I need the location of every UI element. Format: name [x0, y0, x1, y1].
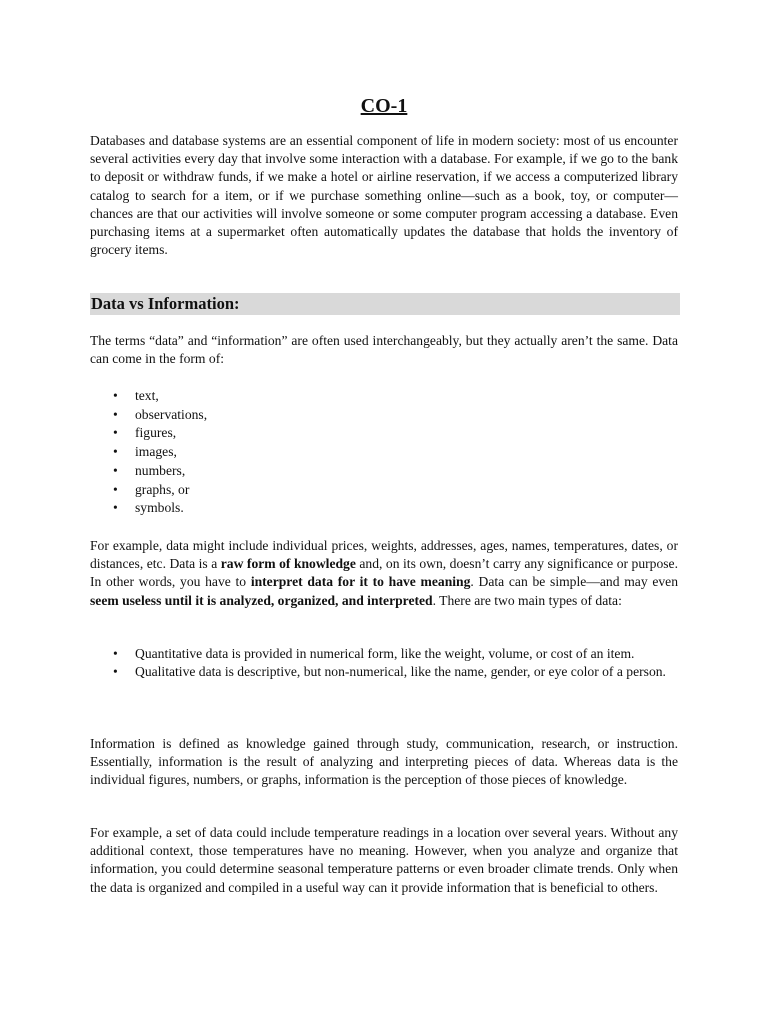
list-item: • text, — [90, 387, 678, 406]
page-title: CO-1 — [360, 95, 408, 117]
list-item: • symbols. — [90, 499, 678, 518]
list-item: • Quantitative data is provided in numerical form, like the weight, volume, or cost of an item. — [90, 645, 678, 663]
example-section — [90, 537, 678, 610]
intro-paragraph: Databases and database systems are an essential component of life in modern society: most of us encounter several activities every day that involve some interaction with a database. For example, if we go to the bank to deposit or withdraw funds, if we make a hotel or airline reservation, if we access a computerized library catalog to search for a item, or if we purchase something online—such as a book, toy, or computer—chances are that our activities will involve someone or some computer program accessing a database. Even purchasing items at a supermarket often automatically updates the database that holds the inventory of grocery items. — [90, 133, 678, 258]
bullet-icon: • — [113, 388, 118, 403]
information-section — [90, 735, 678, 790]
data-forms-intro-section — [90, 332, 678, 368]
example-paragraph: For example, data might include individual prices, weights, addresses, ages, names, temperatures, dates, or distances, etc. Data is a raw form of knowledge and, on its own, doesn’t carry any significance or purpose. In other words, you have to interpret data for it to have meaning. Data can be simple—and may even seem useless until it is analyzed, organized, and interpreted. There are two main types of data: — [90, 538, 678, 608]
intro-section — [90, 132, 678, 259]
list-item: • numbers, — [90, 462, 678, 481]
emphasis-useless: seem useless until it is analyzed, organized, and interpreted — [90, 592, 433, 608]
section-heading: Data vs Information: — [91, 294, 240, 313]
information-paragraph: Information is defined as knowledge gained through study, communication, research, or instruction. Essentially, information is the result of analyzing and interpreting pieces of data. Whereas data is the individual figures, numbers, or graphs, information is the perception of those pieces of knowledge. — [90, 736, 678, 788]
temperature-paragraph: For example, a set of data could include temperature readings in a location over several years. Without any additional context, those temperatures have no meaning. However, when you analyze and organize that information, you could determine seasonal temperature patterns or even broader climate trends. Only when the data is organized and compiled in a useful way can it provide information that is beneficial to others. — [90, 825, 678, 895]
emphasis-interpret: interpret data for it to have meaning — [250, 574, 471, 590]
bullet-icon: • — [113, 481, 118, 497]
list-item: • observations, — [90, 406, 678, 425]
bullet-icon: • — [113, 500, 118, 516]
list-item: • graphs, or — [90, 481, 678, 500]
emphasis-raw-form: raw form of knowledge — [220, 556, 356, 572]
temperature-section — [90, 824, 678, 897]
list-item: • images, — [90, 443, 678, 462]
section-heading-bar — [90, 293, 680, 315]
bullet-icon: • — [113, 406, 118, 422]
data-forms-intro-paragraph: The terms “data” and “information” are often used interchangeably, but they actually aren’t the same. Data can come in the form of: — [90, 333, 678, 367]
bullet-icon: • — [113, 425, 118, 441]
bullet-icon: • — [113, 664, 118, 680]
bullet-icon: • — [113, 444, 118, 460]
list-item: • Qualitative data is descriptive, but non-numerical, like the name, gender, or eye color of a person. — [90, 663, 678, 681]
data-forms-list — [90, 387, 678, 518]
list-item: • figures, — [90, 424, 678, 443]
bullet-icon: • — [113, 646, 118, 661]
data-types-list — [90, 645, 678, 681]
bullet-icon: • — [113, 462, 118, 478]
